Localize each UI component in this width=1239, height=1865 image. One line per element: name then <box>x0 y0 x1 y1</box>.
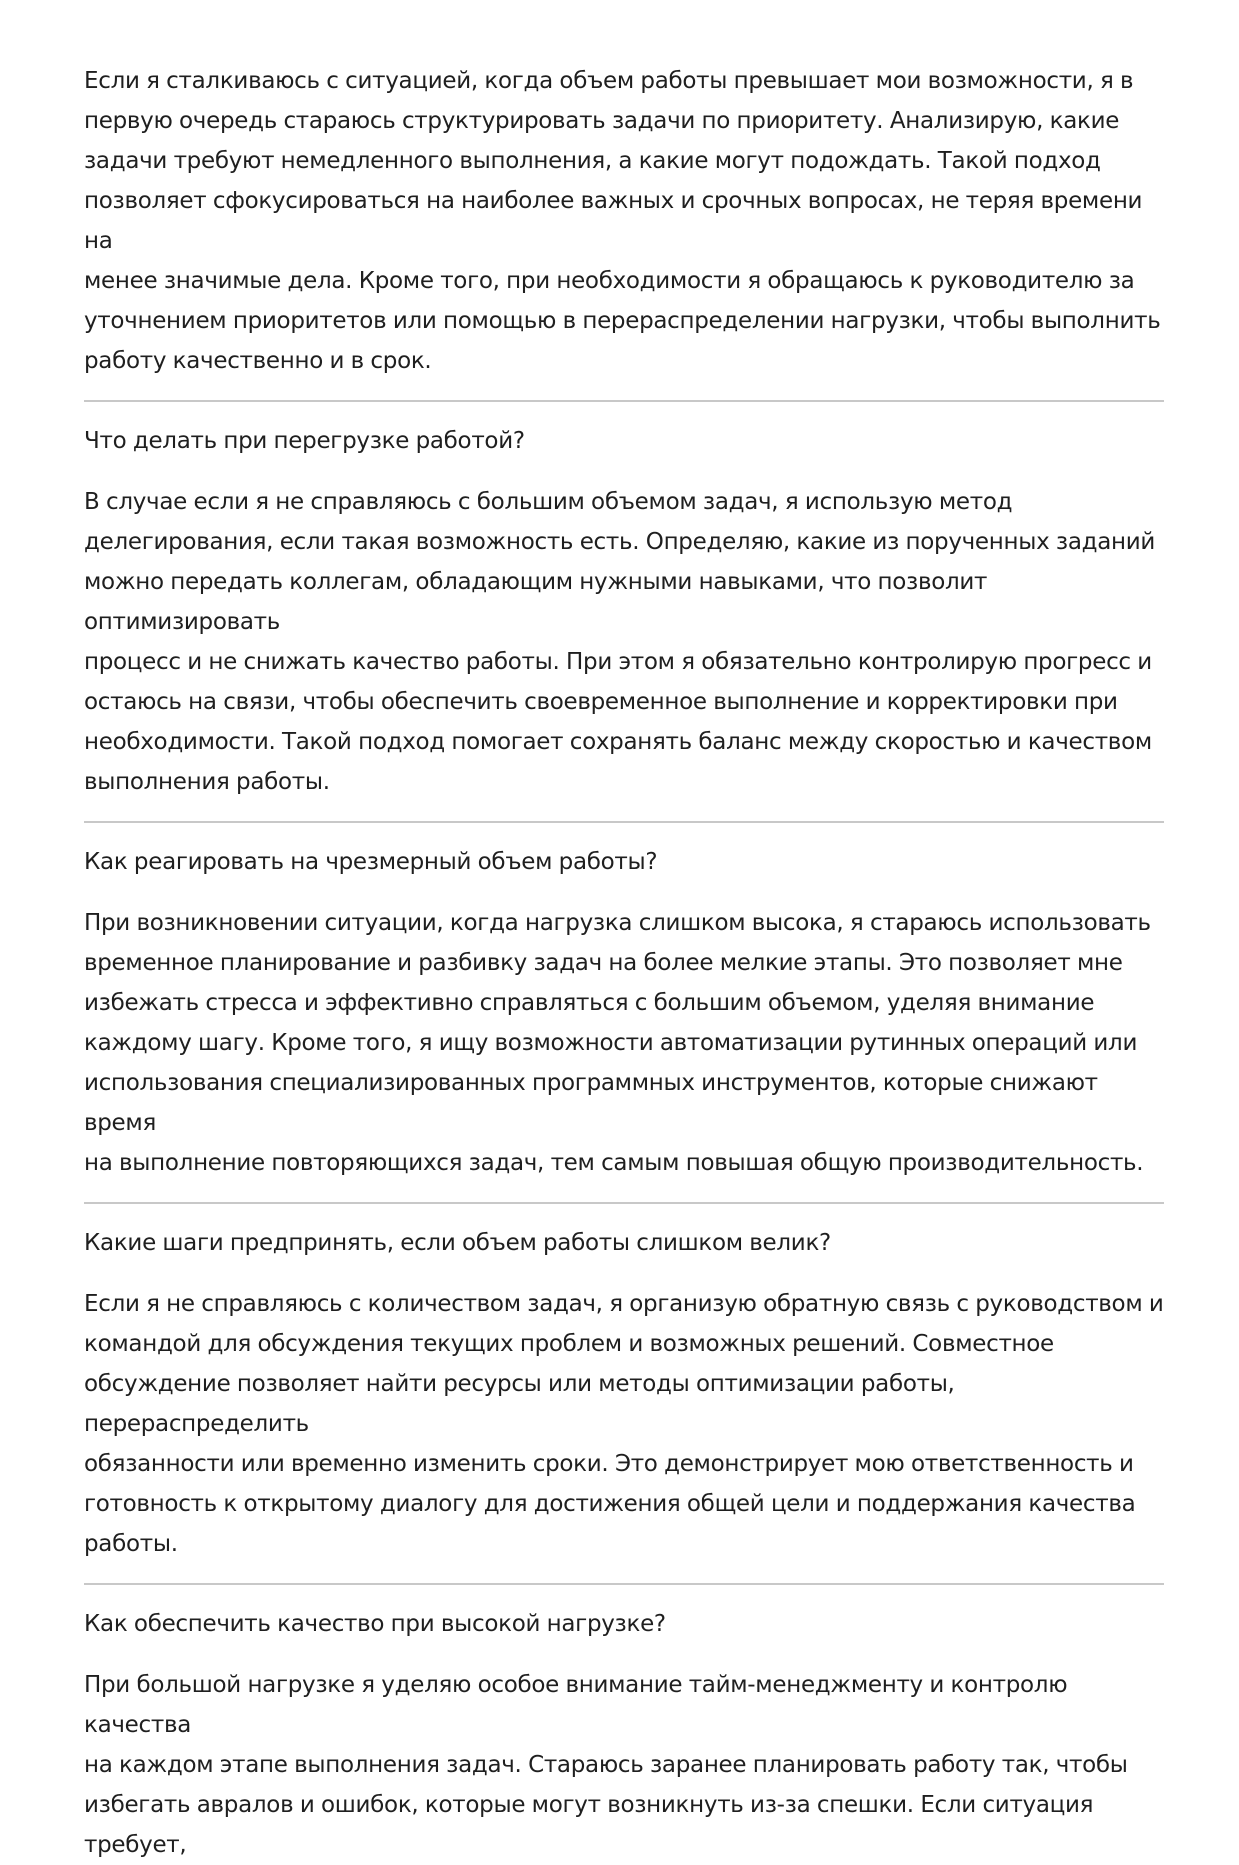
paragraph-line: обязанности или временно изменить сроки. Это демонстрирует мою ответственность и <box>84 1451 1134 1477</box>
paragraph-line: работы. <box>84 1531 178 1557</box>
paragraph-line: временное планирование и разбивку задач на более мелкие этапы. Это позволяет мне <box>84 950 1123 976</box>
section-question: Какие шаги предпринять, если объем работы слишком велик? <box>84 1230 831 1256</box>
section-question: Как реагировать на чрезмерный объем работы? <box>84 849 658 875</box>
paragraph-line: уточнением приоритетов или помощью в перераспределении нагрузки, чтобы выполнить <box>84 308 1161 334</box>
section-divider <box>84 821 1164 823</box>
paragraph-line: выполнения работы. <box>84 769 330 795</box>
paragraph-line: избежать стресса и эффективно справляться с большим объемом, уделяя внимание <box>84 990 1095 1016</box>
section-divider <box>84 1583 1164 1585</box>
section-divider <box>84 1202 1164 1204</box>
paragraph-line: процесс и не снижать качество работы. При этом я обязательно контролирую прогресс и <box>84 649 1152 675</box>
paragraph-line: задачи требуют немедленного выполнения, а какие могут подождать. Такой подход <box>84 148 1101 174</box>
section-answer <box>84 903 1164 1183</box>
section-divider <box>84 400 1164 402</box>
paragraph-line: необходимости. Такой подход помогает сохранять баланс между скоростью и качеством <box>84 729 1152 755</box>
paragraph-line: работу качественно и в срок. <box>84 348 432 374</box>
paragraph-line: делегирования, если такая возможность есть. Определяю, какие из порученных заданий <box>84 529 1156 555</box>
paragraph-line: менее значимые дела. Кроме того, при необходимости я обращаюсь к руководителю за <box>84 268 1135 294</box>
paragraph-line: При большой нагрузке я уделяю особое внимание тайм-менеджменту и контролю качества <box>84 1672 1068 1738</box>
paragraph-line: позволяет сфокусироваться на наиболее важных и срочных вопросах, не теряя времени на <box>84 188 1143 254</box>
paragraph-line: избегать авралов и ошибок, которые могут возникнуть из-за спешки. Если ситуация требует, <box>84 1792 1094 1858</box>
section-answer <box>84 1284 1164 1564</box>
section-answer <box>84 482 1164 802</box>
paragraph-line: можно передать коллегам, обладающим нужными навыками, что позволит оптимизировать <box>84 569 988 635</box>
paragraph-line: на выполнение повторяющихся задач, тем самым повышая общую производительность. <box>84 1150 1144 1176</box>
section-2 <box>84 842 1164 1183</box>
paragraph-line: В случае если я не справляюсь с большим объемом задач, я использую метод <box>84 489 1013 515</box>
section-1 <box>84 421 1164 802</box>
section-question: Как обеспечить качество при высокой нагрузке? <box>84 1611 666 1637</box>
paragraph-line: При возникновении ситуации, когда нагрузка слишком высока, я стараюсь использовать <box>84 910 1151 936</box>
section-answer <box>84 1665 1164 1865</box>
document-page <box>84 61 1164 1865</box>
paragraph-line: первую очередь стараюсь структурировать задачи по приоритету. Анализирую, какие <box>84 108 1120 134</box>
paragraph-line: на каждом этапе выполнения задач. Стараюсь заранее планировать работу так, чтобы <box>84 1752 1128 1778</box>
section-question: Что делать при перегрузке работой? <box>84 428 525 454</box>
section-3 <box>84 1223 1164 1564</box>
section-4 <box>84 1604 1164 1865</box>
paragraph-line: каждому шагу. Кроме того, я ищу возможности автоматизации рутинных операций или <box>84 1030 1138 1056</box>
paragraph-line: Если я не справляюсь с количеством задач, я организую обратную связь с руководством и <box>84 1291 1164 1317</box>
paragraph-line: командой для обсуждения текущих проблем и возможных решений. Совместное <box>84 1331 1054 1357</box>
intro-paragraph <box>84 61 1164 381</box>
paragraph-line: Если я сталкиваюсь с ситуацией, когда объем работы превышает мои возможности, я в <box>84 68 1134 94</box>
paragraph-line: остаюсь на связи, чтобы обеспечить своевременное выполнение и корректировки при <box>84 689 1118 715</box>
paragraph-line: использования специализированных программных инструментов, которые снижают время <box>84 1070 1098 1136</box>
paragraph-line: обсуждение позволяет найти ресурсы или методы оптимизации работы, перераспределить <box>84 1371 955 1437</box>
paragraph-line: готовность к открытому диалогу для достижения общей цели и поддержания качества <box>84 1491 1136 1517</box>
